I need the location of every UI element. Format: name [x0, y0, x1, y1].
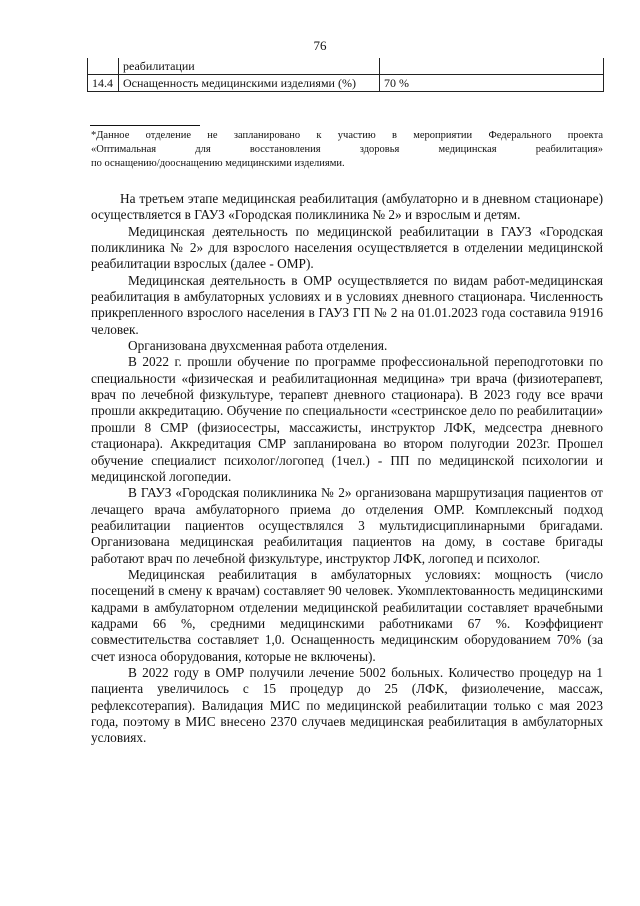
paragraph: На третьем этапе медицинская реабилитация (амбулаторно и в дневном стационаре) осуществляется в ГАУЗ «Городская поликлиника № 2» и взрослым и детям. — [91, 191, 603, 223]
paragraph: В ГАУЗ «Городская поликлиника № 2» организована маршрутизация пациентов от лечащего врача амбулаторного приема до отделения ОМР. Комплексный подход реабилитации пациентов осуществлялся 3 мультидисциплинарными бригадами. Организована медицинская реабилитация пациентов на дому, в составе бригады работают врач по лечебной физкультуре, инструктор ЛФК, логопед и психолог. — [91, 485, 603, 566]
paragraph: В 2022 г. прошли обучение по программе профессиональной переподготовки по специальности «физическая и реабилитационная медицина» три врача (физиотерапевт, врач по лечебной физкультуре, терапевт дневного стационара). В 2023 году все врачи прошли аккредитацию. Обучение по специальности «сестринское дело по реабилитации» прошли 8 СМР (физиосестры, массажисты, инструктор ЛФК, медсестра дневного стационара). Аккредитация СМР запланирована во втором полугодии 2023г. Прошел обучение специалист психолог/логопед (1чел.) - ПП по медицинской психологии и медицинской логопедии. — [91, 354, 603, 484]
table-cell-value: 70 % — [380, 75, 604, 92]
footnote — [91, 129, 603, 171]
table-row — [88, 75, 604, 92]
paragraph: Организована двухсменная работа отделения. — [128, 338, 388, 354]
footnote-line: *Данное отделение не запланировано к участию в мероприятии Федерального проекта — [91, 130, 603, 141]
paragraph: В 2022 году в ОМР получили лечение 5002 больных. Количество процедур на 1 пациента увеличилось с 15 процедур до 25 (ЛФК, физиолечение, массаж, рефлексотерапия). Валидация МИС по медицинской реабилитации только с мая 2023 года, поэтому в МИС внесено 2370 случаев медицинская реабилитация в амбулаторных условиях. — [91, 664, 603, 746]
table-cell-name: Оснащенность медицинскими изделиями (%) — [119, 75, 380, 92]
table-cell-number: 14.4 — [88, 75, 119, 92]
page-number: 76 — [313, 38, 327, 53]
paragraph: Медицинская реабилитация в амбулаторных условиях: мощность (число посещений в смену к врачам) составляет 90 человек. Укомплектованность медицинскими кадрами в амбулаторном отделении медицинской реабилитации составляет врачебными кадрами 66 %, средними медицинскими работниками 67 %. Коэффициент совместительства составляет 1,0. Оснащенность медицинским оборудованием 70% (за счет износа оборудования, которые не включены). — [91, 566, 603, 664]
table-cell-name: реабилитации — [119, 58, 380, 75]
indicator-table — [87, 58, 604, 92]
table-row — [88, 58, 604, 75]
paragraph: Медицинская деятельность в ОМР осуществляется по видам работ-медицинская реабилитация в амбулаторных условиях и в условиях дневного стационара. Численность прикрепленного взрослого населения в ГАУЗ ГП № 2 на 01.01.2023 года составила 91916 человек. — [91, 272, 603, 337]
paragraph: Медицинская деятельность по медицинской реабилитации в ГАУЗ «Городская поликлиника № 2» для взрослого населения осуществляется в отделении медицинской реабилитации взрослых (далее - ОМР). — [91, 223, 603, 272]
table-cell-value — [380, 58, 604, 75]
footnote-line: по оснащению/дооснащению медицинскими изделиями. — [91, 158, 345, 169]
footnote-line: «Оптимальная для восстановления здоровья медицинская реабилитация» — [91, 144, 603, 155]
table-cell-number — [88, 58, 119, 75]
body-text — [91, 191, 603, 747]
footnote-separator — [90, 125, 200, 126]
